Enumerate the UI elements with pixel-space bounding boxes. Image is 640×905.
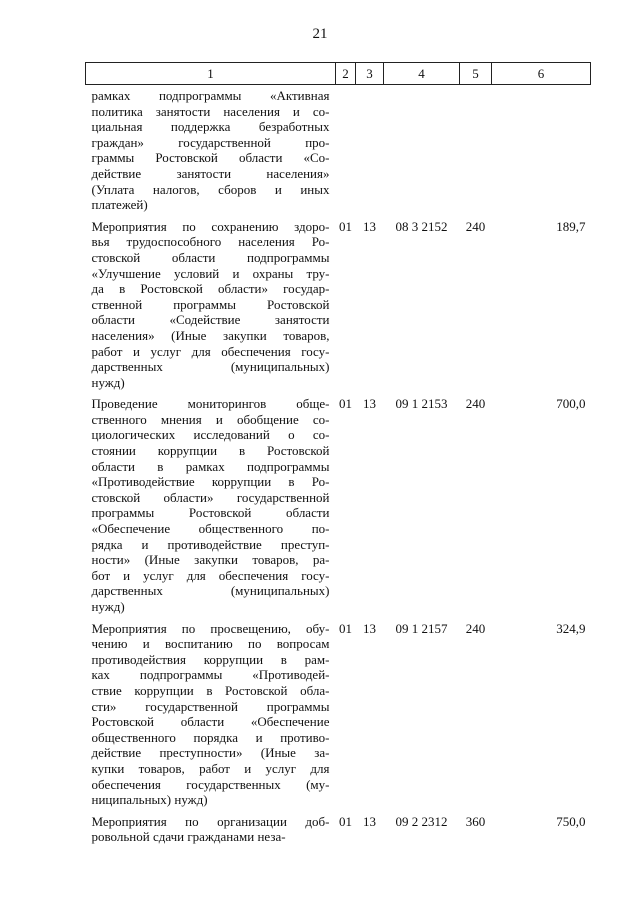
- header-col-5: 5: [460, 63, 492, 85]
- description-line: бот и услуг для обеспечения госу-: [91, 567, 330, 583]
- row-description: [86, 85, 336, 219]
- description-line: политика занятости населения и со-: [91, 103, 330, 119]
- description-line: платежей): [91, 197, 148, 213]
- row-subsection-code: 13: [363, 620, 376, 636]
- description-line: ках подпрограммы «Противодей-: [91, 667, 330, 683]
- description-line: «Противодействие коррупции в Ро-: [91, 474, 330, 490]
- table-row: [86, 621, 591, 814]
- row-target-code: 09 2 2312: [395, 813, 448, 829]
- description-line: рамках подпрограммы «Активная: [91, 88, 330, 103]
- description-line: области «Содействие занятости: [91, 312, 330, 328]
- table-header: [86, 63, 591, 85]
- description-line: стоянии коррупции в Ростовской: [91, 443, 330, 459]
- description-line: стовской области подпрограммы: [91, 249, 330, 265]
- description-line: нужд): [91, 599, 125, 614]
- description-line: действие преступности» (Иные за-: [91, 745, 330, 761]
- description-line: чению и воспитанию по вопросам: [91, 636, 330, 652]
- row-amount: 750,0: [556, 813, 586, 829]
- row-amount: [492, 85, 591, 219]
- description-line: вья трудоспособного населения Ро-: [91, 234, 330, 250]
- row-subsection-code: 13: [363, 396, 376, 412]
- budget-table: [85, 62, 591, 851]
- page-number: 21: [312, 26, 328, 42]
- description-line: дарственных (муниципальных): [91, 583, 330, 599]
- row-subsection-code: 13: [363, 218, 376, 234]
- row-expense-type: 360: [465, 813, 486, 829]
- header-col-2: 2: [336, 63, 356, 85]
- table-body: [86, 85, 591, 851]
- row-expense-type: 240: [465, 620, 486, 636]
- row-description: [86, 814, 336, 851]
- description-line: стовской области» государственной: [91, 489, 330, 505]
- row-expense-type: 240: [465, 218, 486, 234]
- header-col-6: 6: [492, 63, 591, 85]
- description-line: Мероприятия по просвещению, обу-: [91, 620, 330, 636]
- description-line: Мероприятия по сохранению здоро-: [91, 218, 330, 234]
- header-col-1: 1: [86, 63, 336, 85]
- description-line: обеспечения государственных (му-: [91, 776, 330, 792]
- row-expense-type: 240: [465, 396, 486, 412]
- row-target-code: 08 3 2152: [395, 218, 448, 234]
- row-subsection-code: 13: [363, 813, 376, 829]
- description-line: (Уплата налогов, сборов и иных: [91, 181, 330, 197]
- description-line: населения» (Иные закупки товаров,: [91, 327, 330, 343]
- description-line: граммы Ростовской области «Со-: [91, 150, 330, 166]
- description-line: циологических исследований о со-: [91, 427, 330, 443]
- row-target-code: 09 1 2153: [395, 396, 448, 412]
- description-line: циальная поддержка безработных: [91, 119, 330, 135]
- row-target-code: [384, 85, 460, 219]
- description-line: ственной программы Ростовской: [91, 296, 330, 312]
- row-description: [86, 396, 336, 620]
- description-line: Проведение мониторингов обще-: [91, 396, 330, 412]
- row-expense-type: [460, 85, 492, 219]
- row-description: [86, 219, 336, 397]
- description-line: Ростовской области «Обеспечение: [91, 714, 330, 730]
- description-line: ниципальных) нужд): [91, 792, 208, 808]
- description-line: области в рамках подпрограммы: [91, 458, 330, 474]
- table-row: [86, 396, 591, 620]
- description-line: «Улучшение условий и охраны тру-: [91, 265, 330, 281]
- description-line: ности» (Иные закупки товаров, ра-: [91, 552, 330, 568]
- description-line: ственного мнения и обобщение со-: [91, 411, 330, 427]
- description-line: действие занятости населения»: [91, 165, 330, 181]
- header-row: [86, 63, 591, 85]
- row-target-code: 09 1 2157: [395, 620, 448, 636]
- description-line: «Обеспечение общественного по-: [91, 521, 330, 537]
- description-line: ствие коррупции в Ростовской обла-: [91, 682, 330, 698]
- row-amount: 700,0: [556, 396, 586, 412]
- table-row: [86, 219, 591, 397]
- header-col-3: 3: [356, 63, 384, 85]
- row-section-code: [336, 85, 356, 219]
- row-section-code: 01: [339, 396, 352, 412]
- description-line: дарственных (муниципальных): [91, 359, 330, 375]
- header-col-4: 4: [384, 63, 460, 85]
- description-line: программы Ростовской области: [91, 505, 330, 521]
- description-line: рядка и противодействие преступ-: [91, 536, 330, 552]
- description-line: работ и услуг для обеспечения госу-: [91, 343, 330, 359]
- description-line: да в Ростовской области» государ-: [91, 281, 330, 297]
- description-line: нужд): [91, 374, 125, 390]
- description-line: общественного порядка и противо-: [91, 729, 330, 745]
- row-section-code: 01: [339, 813, 352, 829]
- row-section-code: 01: [339, 218, 352, 234]
- description-line: граждан» государственной про-: [91, 134, 330, 150]
- description-line: сти» государственной программы: [91, 698, 330, 714]
- row-subsection-code: [356, 85, 384, 219]
- row-description: [86, 621, 336, 814]
- table-row: [86, 85, 591, 219]
- table-row: [86, 814, 591, 851]
- description-line: противодействия коррупции в рам-: [91, 651, 330, 667]
- description-line: Мероприятия по организации доб-: [91, 813, 330, 829]
- row-amount: 324,9: [556, 620, 586, 636]
- description-line: ровольной сдачи гражданами неза-: [91, 829, 286, 845]
- row-section-code: 01: [339, 620, 352, 636]
- description-line: купки товаров, работ и услуг для: [91, 760, 330, 776]
- row-amount: 189,7: [556, 218, 586, 234]
